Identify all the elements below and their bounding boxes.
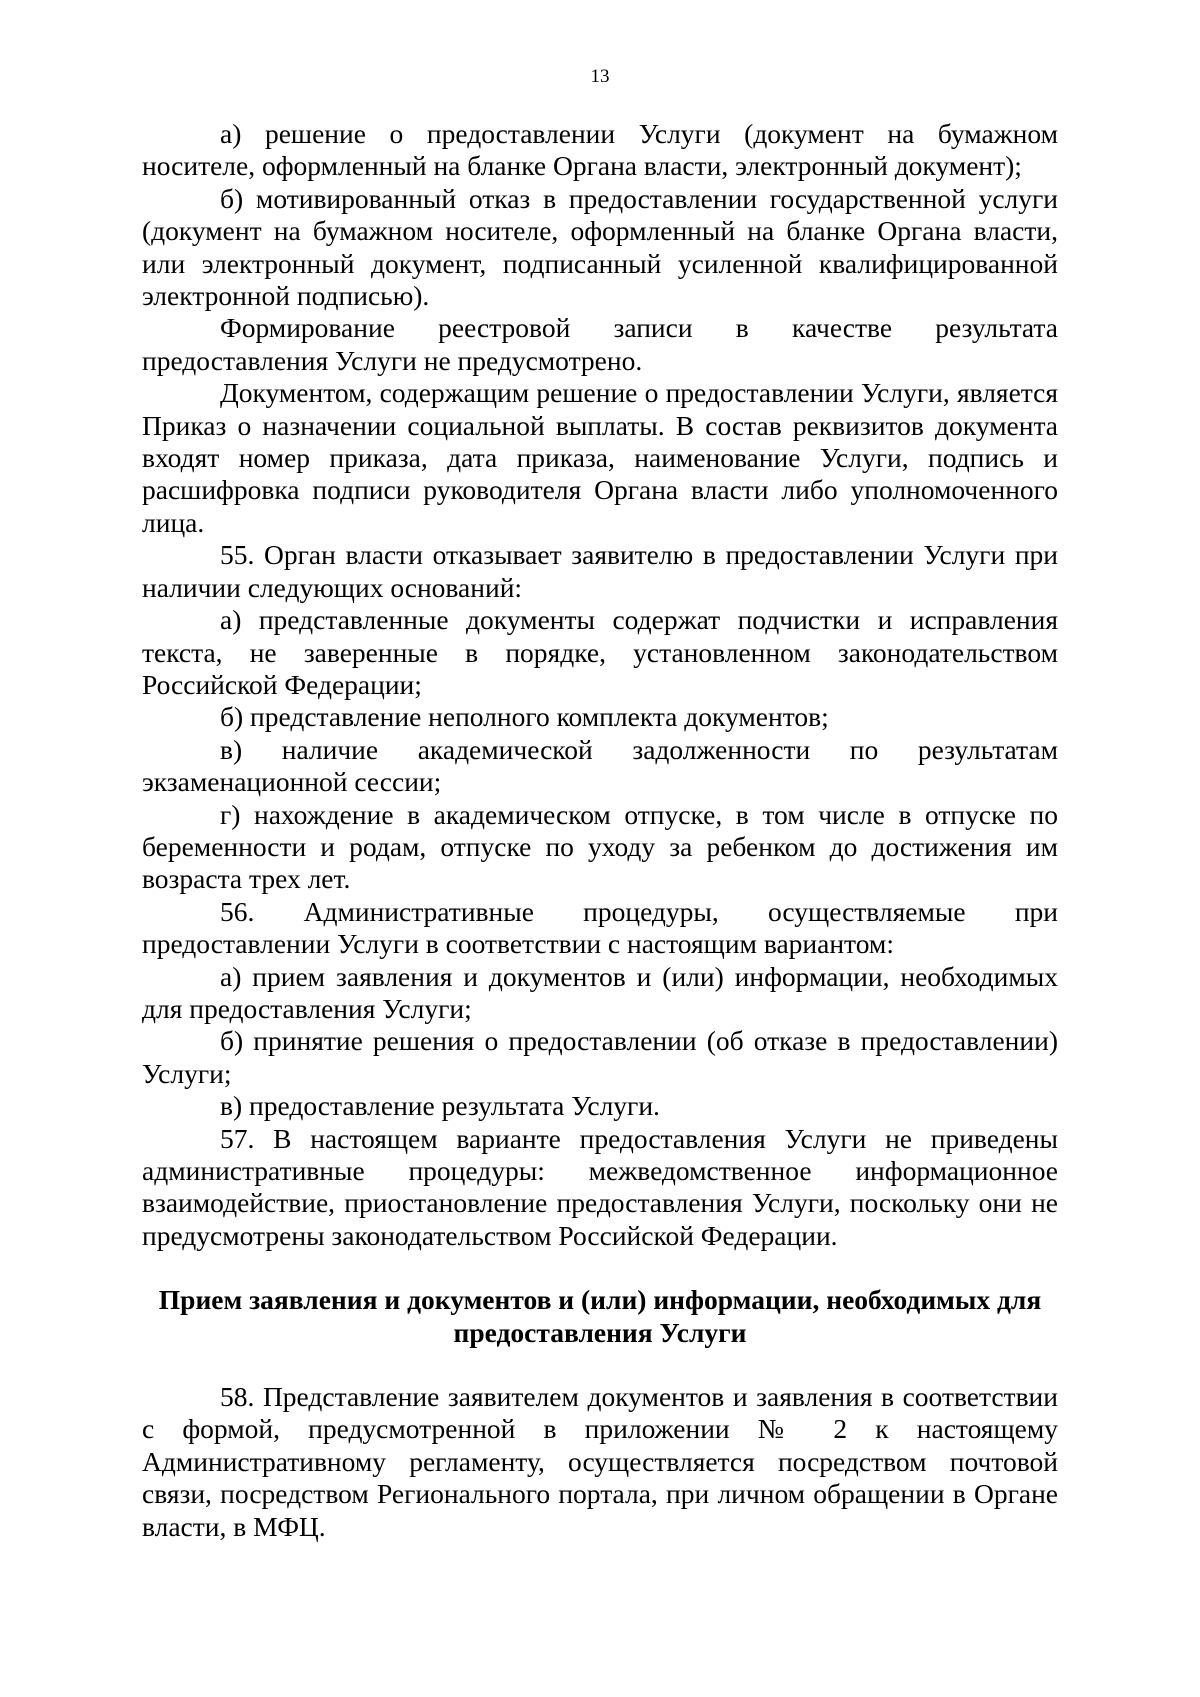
section-heading — [142, 1284, 1058, 1349]
paragraph-55-a: а) представленные документы содержат подчистки и исправления текста, не заверенные в порядке, установленном законодательством Российской Федерации; — [142, 604, 1058, 700]
paragraph-result-decision: а) решение о предоставлении Услуги (документ на бумажном носителе, оформленный на бланке Органа власти, электронный документ); — [142, 118, 1058, 182]
paragraph-registry-record: Формирование реестровой записи в качестве результата предоставления Услуги не предусмотрено. — [142, 312, 1058, 376]
paragraph-decision-document: Документом, содержащим решение о предоставлении Услуги, является Приказ о назначении социальной выплаты. В состав реквизитов документа входят номер приказа, дата приказа, наименование Услуги, подпись и расшифровка подписи руководителя Органа власти либо уполномоченного лица. — [142, 377, 1058, 538]
paragraph-56: 56. Административные процедуры, осуществляемые при предоставлении Услуги в соответствии с настоящим вариантом: — [142, 895, 1058, 960]
paragraph-55-g: г) нахождение в академическом отпуске, в том числе в отпуске по беременности и родам, отпуске по уходу за ребенком до достижения им возраста трех лет. — [142, 798, 1058, 895]
paragraph-55-v: в) наличие академической задолженности по результатам экзаменационной сессии; — [142, 733, 1058, 798]
paragraph-55-b: б) представление неполного комплекта документов; — [220, 701, 829, 733]
page-number: 13 — [590, 66, 610, 87]
paragraph-55: 55. Орган власти отказывает заявителю в предоставлении Услуги при наличии следующих оснований: — [142, 539, 1058, 603]
paragraph-56-b: б) принятие решения о предоставлении (об отказе в предоставлении) Услуги; — [142, 1025, 1058, 1089]
section-heading-line-1: Прием заявления и документов и (или) информации, необходимых для — [158, 1284, 1042, 1316]
paragraph-result-refusal: б) мотивированный отказ в предоставлении государственной услуги (документ на бумажном носителе, оформленный на бланке Органа власти, или электронный документ, подписанный усиленной квалифицированной электронной подписью). — [142, 182, 1058, 312]
paragraph-58: 58. Представление заявителем документов и заявления в соответствии с формой, предусмотренной в приложении № 2 к настоящему Административному регламенту, осуществляется посредством почтовой связи, посредством Регионального портала, при личном обращении в Органе власти, в МФЦ. — [142, 1381, 1058, 1542]
document-body — [142, 118, 1058, 1543]
paragraph-56-v: в) предоставление результата Услуги. — [220, 1090, 660, 1122]
section-heading-line-2: предоставления Услуги — [453, 1316, 747, 1348]
paragraph-56-a: а) прием заявления и документов и (или) информации, необходимых для предоставления Услуги; — [142, 960, 1058, 1024]
paragraph-57: 57. В настоящем варианте предоставления Услуги не приведены административные процедуры: межведомственное информационное взаимодействие, приостановление предоставления Услуги, поскольку они не предусмотрены законодательством Российской Федерации. — [142, 1122, 1058, 1251]
